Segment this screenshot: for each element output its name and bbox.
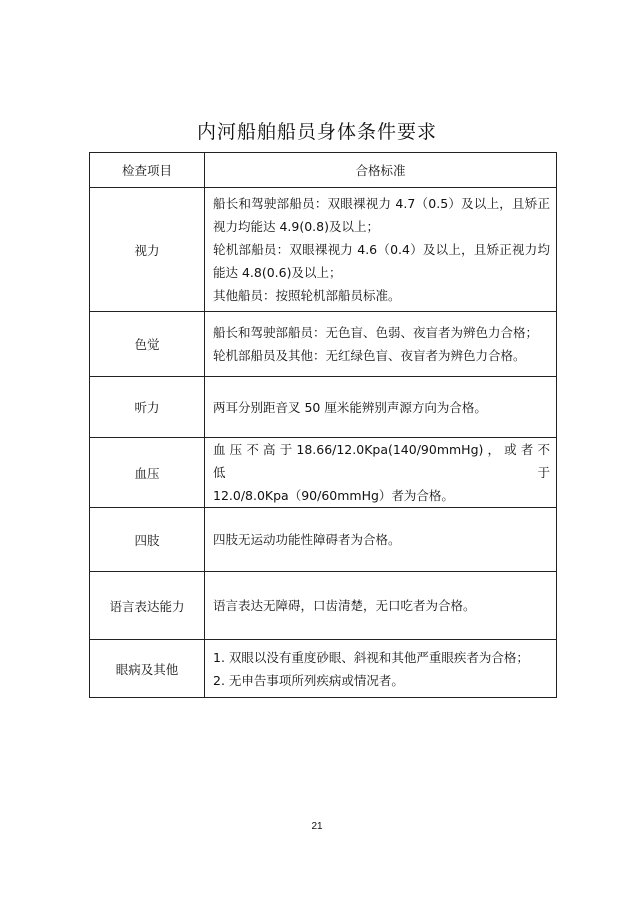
page-title: 内河船舶船员身体条件要求 [196, 121, 437, 143]
table-row-vision [90, 188, 557, 312]
standard-line: 船长和驾驶部船员：双眼裸视力 4.7（0.5）及以上，且矫正 [213, 196, 550, 211]
row-standard [205, 640, 557, 698]
table-header-row [90, 153, 557, 188]
row-standard [205, 508, 557, 572]
standard-line: 轮机部船员及其他：无红绿色盲、夜盲者为辨色力合格。 [213, 348, 526, 363]
page-number: 21 [311, 821, 323, 832]
header-standard: 合格标准 [205, 153, 557, 188]
standard-line: 视力均能达 4.9(0.8)及以上； [213, 219, 379, 234]
standard-line: 其他船员：按照轮机部船员标准。 [213, 288, 401, 303]
table-row-limbs [90, 508, 557, 572]
row-standard [205, 312, 557, 377]
standard-line: 12.0/8.0Kpa（90/60mmHg）者为合格。 [213, 488, 454, 503]
row-item-label: 四肢 [90, 508, 205, 572]
table-row-eye-disease [90, 640, 557, 698]
table-row-blood-pressure [90, 438, 557, 508]
row-item-label: 视力 [90, 188, 205, 312]
row-item-label: 血压 [90, 438, 205, 508]
row-standard [205, 572, 557, 640]
table-row-color-vision [90, 312, 557, 377]
standard-line: 船长和驾驶部船员：无色盲、色弱、夜盲者为辨色力合格； [213, 325, 539, 340]
row-item-label: 色觉 [90, 312, 205, 377]
row-standard [205, 188, 557, 312]
row-item-label: 语言表达能力 [90, 572, 205, 640]
standard-line: 语言表达无障碍，口齿清楚，无口吃者为合格。 [213, 598, 476, 613]
row-standard [205, 377, 557, 438]
row-item-label: 听力 [90, 377, 205, 438]
header-check-item: 检查项目 [90, 153, 205, 188]
standard-line: 2. 无申告事项所列疾病或情况者。 [213, 672, 404, 688]
standard-line: 血 压 不 高 于 18.66/12.0Kpa(140/90mmHg) ， 或 者 不 低 于 [213, 442, 550, 480]
standard-line: 轮机部船员：双眼裸视力 4.6（0.4）及以上，且矫正视力均 [213, 242, 550, 257]
requirements-table [89, 152, 557, 698]
row-item-label: 眼病及其他 [90, 640, 205, 698]
standard-line: 两耳分别距音叉 50 厘米能辨别声源方向为合格。 [213, 399, 487, 415]
table-row-hearing [90, 377, 557, 438]
table-row-speech [90, 572, 557, 640]
standard-line: 能达 4.8(0.6)及以上； [213, 265, 342, 280]
standard-line: 四肢无运动功能性障碍者为合格。 [213, 532, 401, 547]
row-standard [205, 438, 557, 508]
standard-line: 1. 双眼以没有重度砂眼、斜视和其他严重眼疾者为合格； [213, 649, 529, 665]
